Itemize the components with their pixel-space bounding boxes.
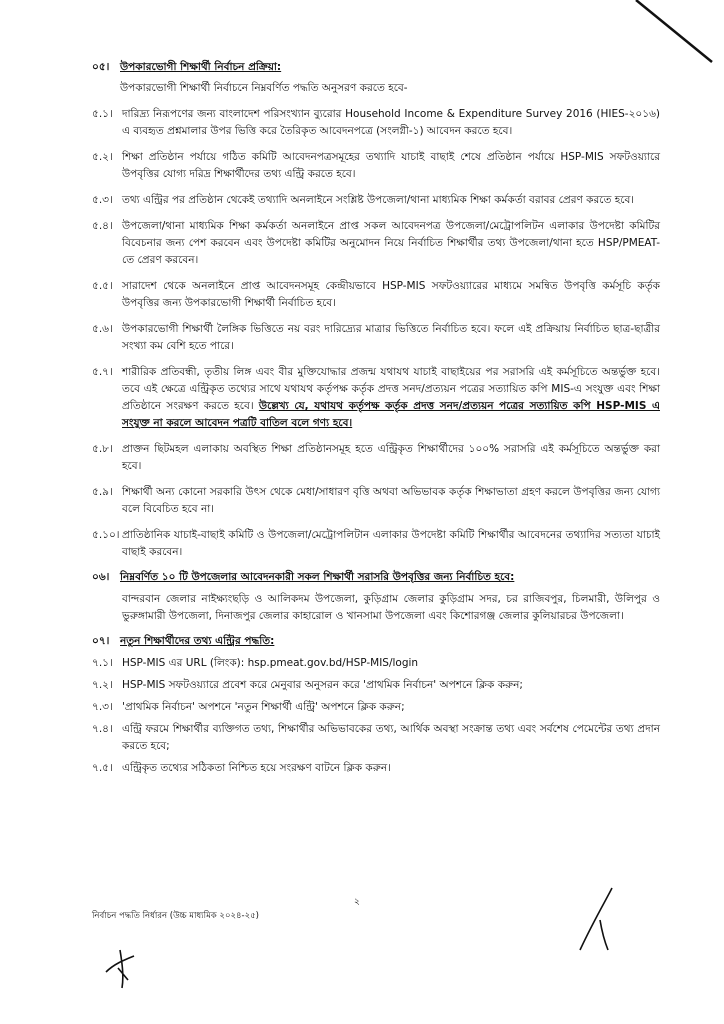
item-text-wrapper — [122, 364, 660, 432]
list-item — [92, 364, 660, 432]
item-number: ৭.১। — [92, 657, 113, 669]
section-title: নতুন শিক্ষার্থীদের তথ্য এন্ট্রির পদ্ধতি: — [120, 635, 275, 647]
item-text: HSP-MIS সফটওয়্যারে প্রবেশ করে মেনুবার অনুসরন করে 'প্রাথমিক নির্বাচন' অপশনে ক্লিক করুন; — [122, 679, 523, 691]
list-item — [92, 149, 660, 183]
item-text: উপকারভোগী শিক্ষার্থী লৈঙ্গিক ভিত্তিতে নয় বরং দারিদ্র্যের মাত্রার ভিত্তিতে নির্বাচিত হবে। ফলে এই প্রক্রিয়ায় নির্বাচিত ছাত্র-ছাত্রীর সংখ্যা কম বেশি হতে পারে। — [122, 323, 660, 352]
list-item — [92, 106, 660, 140]
list-item — [92, 760, 660, 777]
item-number: ৭.৫। — [92, 762, 113, 774]
item-text: HSP-MIS এর URL (লিংক): hsp.pmeat.gov.bd/HSP-MIS/login — [122, 657, 419, 669]
item-number: ৫.৮। — [92, 443, 113, 455]
list-item — [92, 484, 660, 518]
item-text: এন্ট্রিকৃত তথ্যের সঠিকতা নিশ্চিত হয়ে সংরক্ষণ বাটনে ক্লিক করুন। — [122, 762, 391, 774]
item-text: প্রাতিষ্ঠানিক যাচাই-বাছাই কমিটি ও উপজেলা/মেট্রোপলিটান এলাকার উপদেষ্টা কমিটি শিক্ষার্থীর আবেদনের তথ্যাদির সত্যতা যাচাই বাছাই করবেন। — [122, 529, 660, 558]
item-number: ৭.৪। — [92, 723, 113, 735]
item-number: ৭.৩। — [92, 701, 113, 713]
list-item — [92, 527, 660, 561]
section-6-heading — [92, 570, 660, 585]
item-number: ৫.৪। — [92, 220, 113, 232]
section-7-heading — [92, 634, 660, 649]
section-number: ০৬। — [92, 571, 110, 583]
item-text: 'প্রাথমিক নির্বাচন' অপশনে 'নতুন শিক্ষার্থী এন্ট্রি' অপশনে ক্লিক করুন; — [122, 701, 405, 713]
item-number: ৫.৩। — [92, 194, 113, 206]
item-text: তথ্য এন্ট্রির পর প্রতিষ্ঠান থেকেই তথ্যাদি অনলাইনে সংশ্লিষ্ট উপজেলা/থানা মাধ্যমিক শিক্ষা কর্মকর্তা বরাবর প্রেরণ করতে হবে। — [122, 194, 635, 206]
section-number: ০৫। — [92, 61, 110, 73]
highlighted-notice: উল্লেখ্য যে, যথাযথ কর্তৃপক্ষ কর্তৃক প্রদত্ত সনদ/প্রত্যয়ন পত্রের সত্যায়িত কপি HSP-MIS এ সংযুক্ত না করলে আবেদন পত্রটি বাতিল বলে গণ্য হবে। — [122, 400, 660, 429]
item-text: শারীরিক প্রতিবন্ধী, তৃতীয় লিঙ্গ এবং বীর মুক্তিযোদ্ধার প্রজন্ম যথাযথ যাচাই বাছাইয়ের পর সরাসরি এই কর্মসূচিতে অন্তর্ভুক্ত হবে। তবে এই ক্ষেত্রে এন্ট্রিকৃত তথ্যের সাথে যথাযথ কর্তৃপক্ষ কর্তৃক প্রদত্ত সনদ/প্রত্যয়ন পত্রের সত্যায়িত কপি MIS-এ সংযুক্ত এবং শিক্ষা প্রতিষ্ঠানে সংরক্ষণ করতে হবে। — [122, 366, 660, 412]
section-5-intro: উপকারভোগী শিক্ষার্থী নির্বাচনে নিম্নবর্ণিত পদ্ধতি অনুসরণ করতে হবে- — [120, 82, 408, 94]
item-number: ৫.৯। — [92, 486, 113, 498]
list-item — [92, 192, 660, 209]
item-text: উপজেলা/থানা মাধ্যমিক শিক্ষা কর্মকর্তা অনলাইনে প্রাপ্ত সকল আবেদনপত্র উপজেলা/মেট্রোপলিটন এলাকার উপদেষ্টা কমিটির বিবেচনার জন্য পেশ করবেন এবং উপদেষ্টা কমিটির অনুমোদন নিয়ে নির্বাচিত শিক্ষার্থীর তথ্য উপজেলা/থানা হতে HSP/PMEAT-তে প্রেরণ করবেন। — [122, 220, 660, 266]
item-text: সারাদেশ থেকে অনলাইনে প্রাপ্ত আবেদনসমূহ কেন্দ্রীয়ভাবে HSP-MIS সফটওয়্যারের মাধ্যমে সমন্বিত উপবৃত্তি কর্মসূচি কর্তৃক উপবৃত্তির জন্য উপকারভোগী শিক্ষার্থী নির্বাচিত হবে। — [122, 280, 660, 309]
section-number: ০৭। — [92, 635, 110, 647]
item-text: শিক্ষার্থী অন্য কোনো সরকারি উৎস থেকে মেধা/সাধারণ বৃত্তি অথবা অভিভাবক কর্তৃক শিক্ষাভাতা গ্রহণ করলে উপবৃত্তির জন্য যোগ্য বলে বিবেচিত হবে না। — [122, 486, 660, 515]
document-body — [92, 60, 660, 782]
list-item — [92, 721, 660, 755]
item-number: ৫.২। — [92, 151, 113, 163]
item-text: দারিদ্র্য নিরূপণের জন্য বাংলাদেশ পরিসংখ্যান ব্যুরোর Household Income & Expenditure Survey 2016 (HIES-২০১৬) এ ব্যবহৃত প্রশ্নমালার উপর ভিত্তি করে তৈরিকৃত আবেদনপত্রে (সংলগ্নী-১) আবেদন করতে হবে। — [122, 108, 660, 137]
item-number: ৫.১০। — [92, 529, 120, 541]
list-item — [92, 655, 660, 672]
list-item — [92, 278, 660, 312]
signature-stroke-left — [100, 942, 160, 992]
item-text: এন্ট্রি ফরমে শিক্ষার্থীর ব্যক্তিগত তথ্য, শিক্ষার্থীর অভিভাবকের তথ্য, আর্থিক অবস্থা সংক্রান্ত তথ্য এবং সর্বশেষ পেমেন্টের তথ্য প্রদান করতে হবে; — [122, 723, 660, 752]
signature-stroke-right — [572, 880, 632, 960]
section-5-heading — [92, 60, 660, 75]
item-text: শিক্ষা প্রতিষ্ঠান পর্যায়ে গঠিত কমিটি আবেদনপত্রসমূহের তথ্যাদি যাচাই বাছাই শেষে প্রতিষ্ঠান পর্যায়ে HSP-MIS সফটওয়্যারে উপবৃত্তির যোগ্য দরিদ্র শিক্ষার্থীদের তথ্য এন্ট্রি করতে হবে। — [122, 151, 660, 180]
list-item — [92, 699, 660, 716]
page-footer: নির্বাচন পদ্ধতি নির্ধারন (উচ্চ মাধ্যমিক ২০২৪-২৫) — [92, 911, 259, 921]
list-item — [92, 218, 660, 269]
item-number: ৫.১। — [92, 108, 113, 120]
section-6-body — [92, 591, 660, 625]
list-item — [92, 677, 660, 694]
item-number: ৫.৬। — [92, 323, 113, 335]
page-number: ২ — [354, 897, 360, 907]
list-item — [92, 321, 660, 355]
item-text: প্রাক্তন ছিটমহল এলাকায় অবস্থিত শিক্ষা প্রতিষ্ঠানসমূহ হতে এন্ট্রিকৃত শিক্ষার্থীদের ১০০% সরাসরি এই কর্মসূচিতে অন্তর্ভুক্ত করা হবে। — [122, 443, 660, 472]
item-number: ৫.৭। — [92, 366, 113, 378]
section-title: নিম্নবর্ণিত ১০ টি উপজেলার আবেদনকারী সকল শিক্ষার্থী সরাসরি উপবৃত্তির জন্য নির্বাচিত হবে: — [120, 571, 515, 583]
section-title: উপকারভোগী শিক্ষার্থী নির্বাচন প্রক্রিয়া: — [120, 61, 282, 73]
list-item — [92, 441, 660, 475]
item-number: ৫.৫। — [92, 280, 113, 292]
item-number: ৭.২। — [92, 679, 113, 691]
upazila-list-text: বান্দরবান জেলার নাইক্ষ্যংছড়ি ও আলিকদম উপজেলা, কুড়িগ্রাম জেলার কুড়িগ্রাম সদর, চর রাজিবপুর, চিলমারী, উলিপুর ও ভুরুঙ্গামারী উপজেলা, দিনাজপুর জেলার কাহারোল ও খানসামা উপজেলা এবং কিশোরগঞ্জ জেলার কুলিয়ারচর উপজেলা। — [122, 593, 660, 622]
